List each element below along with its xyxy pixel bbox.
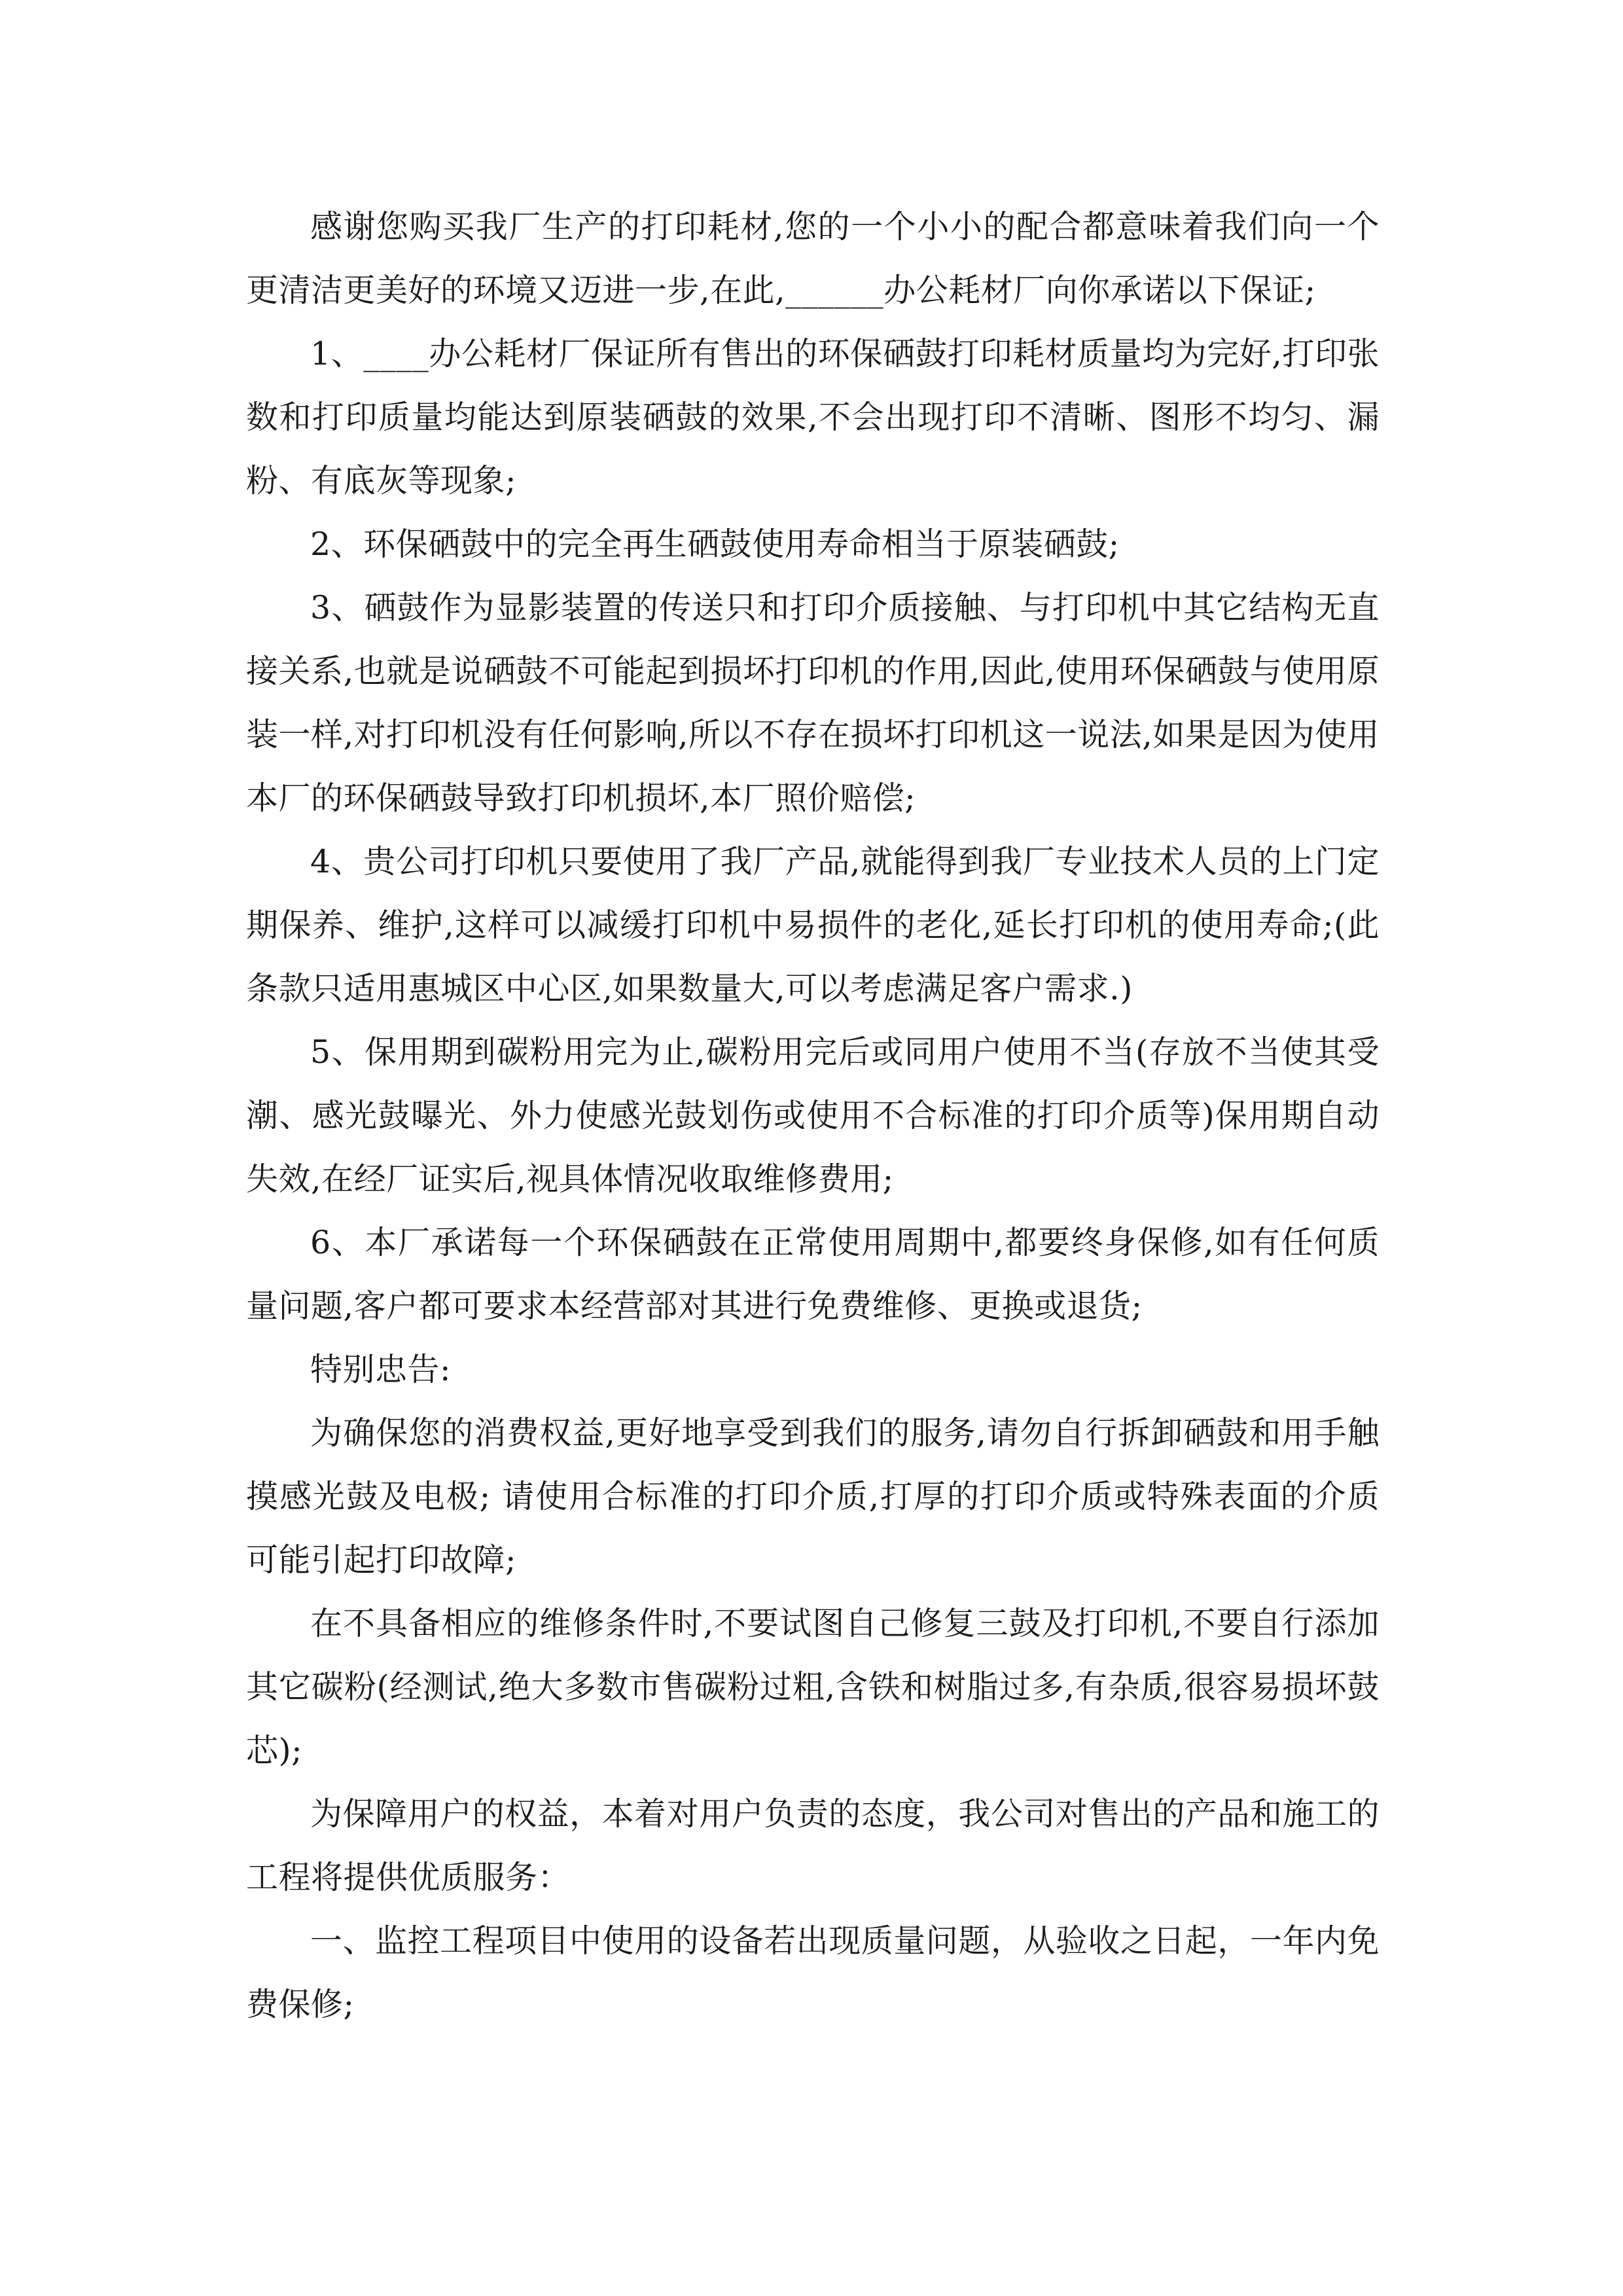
- paragraph-special-notice-heading: 特别忠告:: [310, 1351, 452, 1388]
- paragraph-service-intro: 为保障用户的权益，本着对用户负责的态度，我公司对售出的产品和施工的工程将提供优质服务：: [246, 1795, 1380, 1896]
- paragraph-service-1: 一、监控工程项目中使用的设备若出现质量问题，从验收之日起，一年内免费保修;: [246, 1922, 1380, 2023]
- paragraph-intro: 感谢您购买我厂生产的打印耗材,您的一个小小的配合都意味着我们向一个更清洁更美好的环境又迈进一步,在此,______办公耗材厂向你承诺以下保证;: [246, 208, 1380, 309]
- paragraph-notice-2: 在不具备相应的维修条件时,不要试图自己修复三鼓及打印机,不要自行添加其它碳粉(经测试,绝大多数市售碳粉过粗,含铁和树脂过多,有杂质,很容易损坏鼓芯);: [246, 1605, 1380, 1769]
- paragraph-item-4: 4、贵公司打印机只要使用了我厂产品,就能得到我厂专业技术人员的上门定期保养、维护,这样可以减缓打印机中易损件的老化,延长打印机的使用寿命;(此条款只适用惠城区中心区,如果数量大,可以考虑满足客户需求.): [246, 843, 1380, 1007]
- paragraph-notice-1: 为确保您的消费权益,更好地享受到我们的服务,请勿自行拆卸硒鼓和用手触摸感光鼓及电极; 请使用合标准的打印介质,打厚的打印介质或特殊表面的介质可能引起打印故障;: [246, 1414, 1380, 1579]
- paragraph-item-6: 6、本厂承诺每一个环保硒鼓在正常使用周期中,都要终身保修,如有任何质量问题,客户都可要求本经营部对其进行免费维修、更换或退货;: [246, 1224, 1380, 1325]
- paragraph-item-1: 1、____办公耗材厂保证所有售出的环保硒鼓打印耗材质量均为完好,打印张数和打印质量均能达到原装硒鼓的效果,不会出现打印不清晰、图形不均匀、漏粉、有底灰等现象;: [246, 335, 1380, 499]
- paragraph-item-2: 2、环保硒鼓中的完全再生硒鼓使用寿命相当于原装硒鼓;: [310, 526, 1120, 563]
- document-body: [246, 195, 1380, 2036]
- paragraph-item-5: 5、保用期到碳粉用完为止,碳粉用完后或同用户使用不当(存放不当使其受潮、感光鼓曝光、外力使感光鼓划伤或使用不合标准的打印介质等)保用期自动失效,在经厂证实后,视具体情况收取维修费用;: [246, 1033, 1380, 1198]
- paragraph-item-3: 3、硒鼓作为显影装置的传送只和打印介质接触、与打印机中其它结构无直接关系,也就是说硒鼓不可能起到损坏打印机的作用,因此,使用环保硒鼓与使用原装一样,对打印机没有任何影响,所以不存在损坏打印机这一说法,如果是因为使用本厂的环保硒鼓导致打印机损坏,本厂照价赔偿;: [246, 589, 1380, 817]
